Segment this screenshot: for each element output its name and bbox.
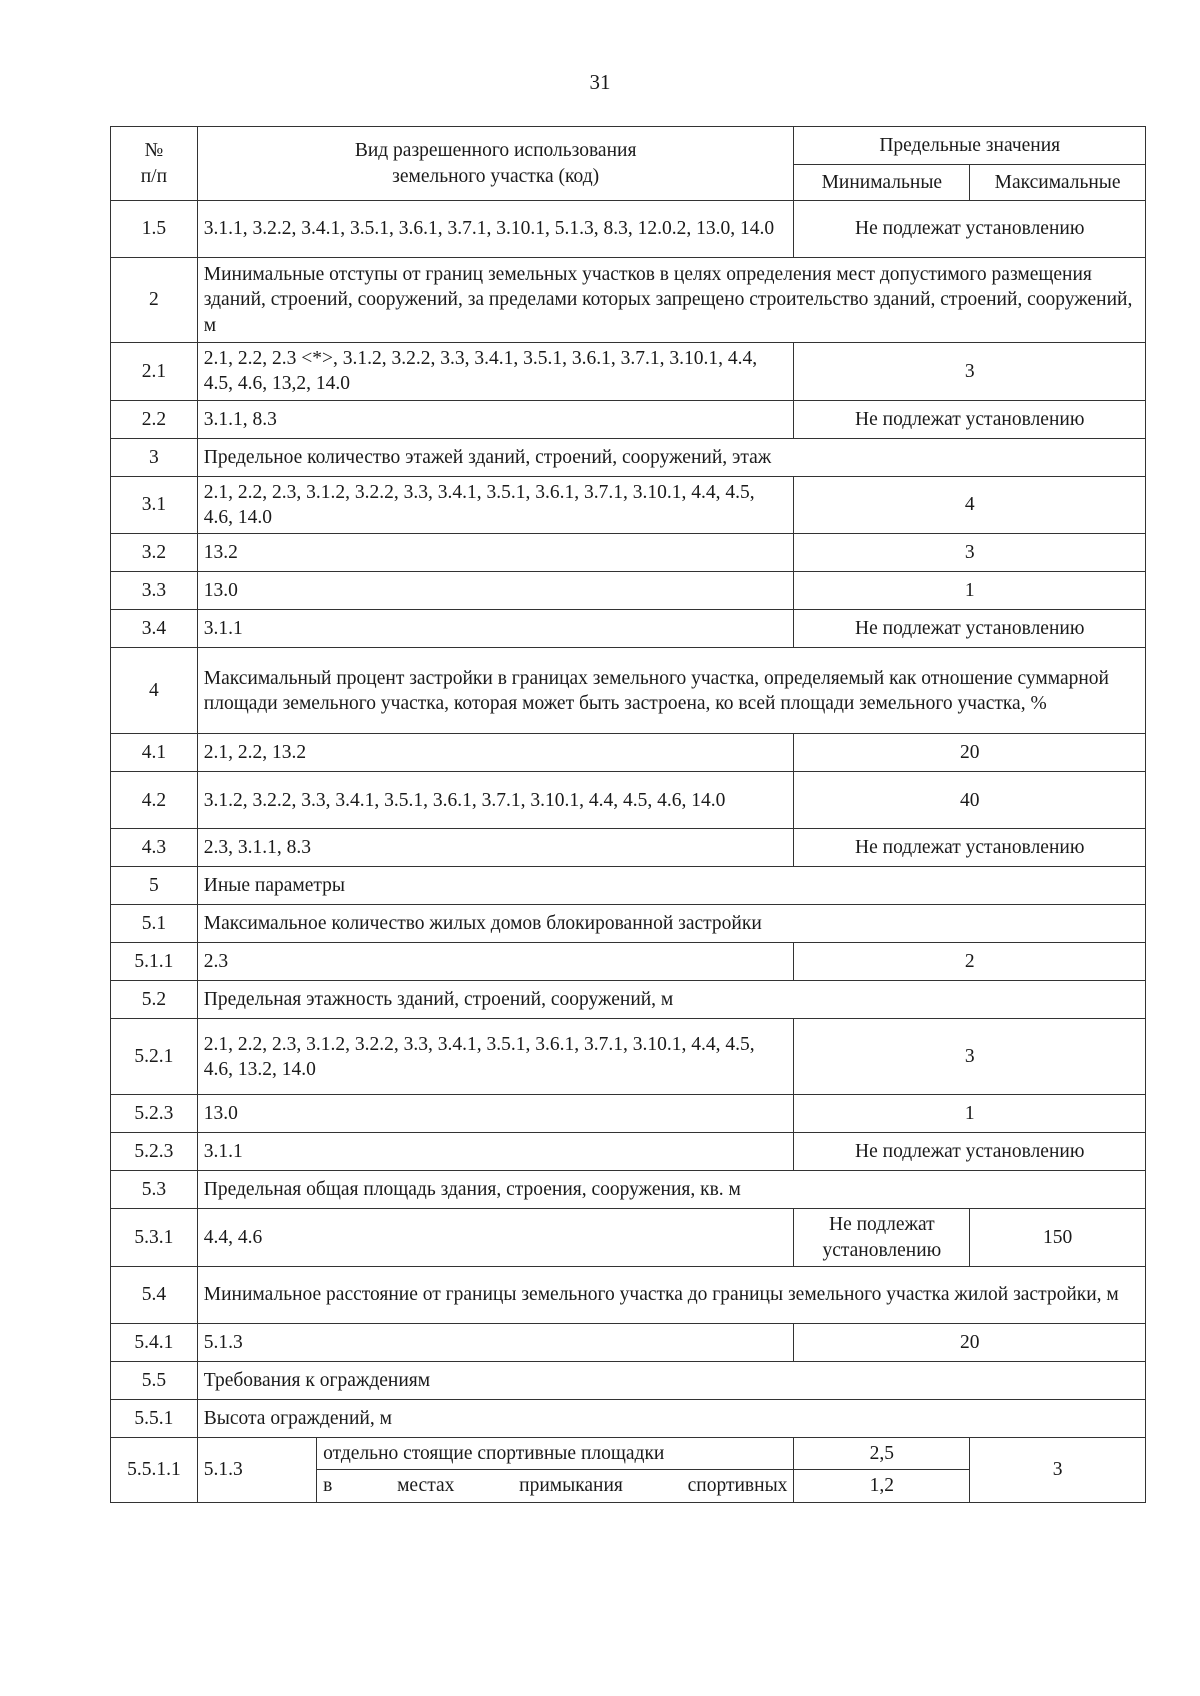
header-num: № п/п [111,127,198,201]
row-codes: 2.3 [197,943,794,981]
row-num: 5.2.3 [111,1095,198,1133]
row-num: 5.5.1.1 [111,1438,198,1503]
table-section-row [111,1400,1146,1438]
table-row [111,1324,1146,1362]
row-num: 3.1 [111,476,198,534]
table-section-row [111,905,1146,943]
word: примыкания [519,1475,623,1497]
row-codes: 13.0 [197,572,794,610]
table-row [111,1019,1146,1095]
row-codes: 2.1, 2.2, 2.3, 3.1.2, 3.2.2, 3.3, 3.4.1, 3.5.1, 3.6.1, 3.7.1, 3.10.1, 4.4, 4.5, 4.6, 13.2, 14.0 [197,1019,794,1095]
section-text: Предельная этажность зданий, строений, сооружений, м [197,981,1145,1019]
row-num: 5.4.1 [111,1324,198,1362]
table-row [111,1438,1146,1470]
row-num: 3 [111,438,198,476]
table-section-row [111,648,1146,734]
row-num: 4.3 [111,829,198,867]
table-row [111,772,1146,829]
header-limits: Предельные значения [794,127,1146,165]
sub-condition-label: отдельно стоящие спортивные площадки [317,1438,794,1470]
table-row [111,829,1146,867]
row-value: 20 [794,734,1146,772]
table-row [111,943,1146,981]
table-row [111,572,1146,610]
row-num: 5.4 [111,1267,198,1324]
row-value: Не подлежат установлению [794,400,1146,438]
table-header-row [111,127,1146,165]
table-section-row [111,867,1146,905]
table-row [111,1095,1146,1133]
row-codes: 3.1.1 [197,1133,794,1171]
table-row [111,400,1146,438]
row-value: Не подлежат установлению [794,1133,1146,1171]
section-text: Предельная общая площадь здания, строения, сооружения, кв. м [197,1171,1145,1209]
row-value: 1 [794,1095,1146,1133]
header-max: Максимальные [970,165,1146,201]
row-value: Не подлежат установлению [794,829,1146,867]
page-number: 31 [589,70,611,94]
row-codes: 13.2 [197,534,794,572]
table-section-row [111,258,1146,343]
row-num: 4.1 [111,734,198,772]
sub-condition-label [317,1470,794,1502]
section-text: Максимальный процент застройки в границах земельного участка, определяемый как отношение суммарной площади земельного участка, которая может быть застроена, ко всей площади земельного участка, % [197,648,1145,734]
row-value: 4 [794,476,1146,534]
section-text: Высота ограждений, м [197,1400,1145,1438]
row-codes: 2.3, 3.1.1, 8.3 [197,829,794,867]
row-codes: 2.1, 2.2, 2.3 <*>, 3.1.2, 3.2.2, 3.3, 3.4.1, 3.5.1, 3.6.1, 3.7.1, 3.10.1, 4.4, 4.5, 4.6, 13,2, 14.0 [197,343,794,401]
row-codes: 3.1.2, 3.2.2, 3.3, 3.4.1, 3.5.1, 3.6.1, 3.7.1, 3.10.1, 4.4, 4.5, 4.6, 14.0 [197,772,794,829]
row-num: 2.2 [111,400,198,438]
section-text: Иные параметры [197,867,1145,905]
row-value: 40 [794,772,1146,829]
row-max-value: 150 [970,1209,1146,1267]
row-value: Не подлежат установлению [794,201,1146,258]
table-section-row [111,1267,1146,1324]
row-num: 4.2 [111,772,198,829]
section-text: Предельное количество этажей зданий, строений, сооружений, этаж [197,438,1145,476]
header-min: Минимальные [794,165,970,201]
row-num: 3.3 [111,572,198,610]
sub-condition-min: 2,5 [794,1438,970,1470]
table-row [111,1209,1146,1267]
row-num: 5.1 [111,905,198,943]
row-codes: 3.1.1, 3.2.2, 3.4.1, 3.5.1, 3.6.1, 3.7.1, 3.10.1, 5.1.3, 8.3, 12.0.2, 13.0, 14.0 [197,201,794,258]
section-text: Минимальные отступы от границ земельных участков в целях определения мест допустимого размещения зданий, строений, сооружений, за пределами которых запрещено строительство зданий, строений, сооружений, м [197,258,1145,343]
row-num: 5.2 [111,981,198,1019]
row-num: 5.3.1 [111,1209,198,1267]
row-value: 1 [794,572,1146,610]
row-num: 5 [111,867,198,905]
row-value: 3 [794,1019,1146,1095]
row-num: 2.1 [111,343,198,401]
row-codes: 3.1.1 [197,610,794,648]
row-codes: 2.1, 2.2, 13.2 [197,734,794,772]
word: спортивных [687,1475,788,1497]
row-value: 20 [794,1324,1146,1362]
table-section-row [111,1171,1146,1209]
table-section-row [111,981,1146,1019]
row-value: 3 [794,343,1146,401]
row-num: 5.1.1 [111,943,198,981]
table-row [111,534,1146,572]
row-codes: 3.1.1, 8.3 [197,400,794,438]
section-text: Минимальное расстояние от границы земельного участка до границы земельного участка жилой застройки, м [197,1267,1145,1324]
table-row [111,734,1146,772]
row-value: 3 [794,534,1146,572]
table-row [111,343,1146,401]
word: в [323,1475,333,1497]
row-codes: 13.0 [197,1095,794,1133]
row-num: 5.2.1 [111,1019,198,1095]
section-text: Максимальное количество жилых домов блокированной застройки [197,905,1145,943]
row-codes: 5.1.3 [197,1324,794,1362]
table-row [111,201,1146,258]
table-row [111,1133,1146,1171]
row-num: 1.5 [111,201,198,258]
row-num: 3.4 [111,610,198,648]
row-codes: 2.1, 2.2, 2.3, 3.1.2, 3.2.2, 3.3, 3.4.1, 3.5.1, 3.6.1, 3.7.1, 3.10.1, 4.4, 4.5, 4.6, 14.0 [197,476,794,534]
regulations-table [110,126,1146,1503]
row-codes: 4.4, 4.6 [197,1209,794,1267]
row-num: 4 [111,648,198,734]
table-section-row [111,1362,1146,1400]
sub-condition-min: 1,2 [794,1470,970,1502]
word: местах [397,1475,455,1497]
header-kind: Вид разрешенного использования земельного участка (код) [197,127,794,201]
table-section-row [111,438,1146,476]
row-max-value: 3 [970,1438,1146,1503]
row-num: 3.2 [111,534,198,572]
row-codes: 5.1.3 [197,1438,316,1503]
row-value: 2 [794,943,1146,981]
row-value: Не подлежат установлению [794,610,1146,648]
row-num: 5.5.1 [111,1400,198,1438]
table-row [111,610,1146,648]
table-row [111,476,1146,534]
section-text: Требования к ограждениям [197,1362,1145,1400]
row-num: 2 [111,258,198,343]
row-num: 5.5 [111,1362,198,1400]
row-num: 5.2.3 [111,1133,198,1171]
row-num: 5.3 [111,1171,198,1209]
row-min-value: Не подлежат установлению [794,1209,970,1267]
